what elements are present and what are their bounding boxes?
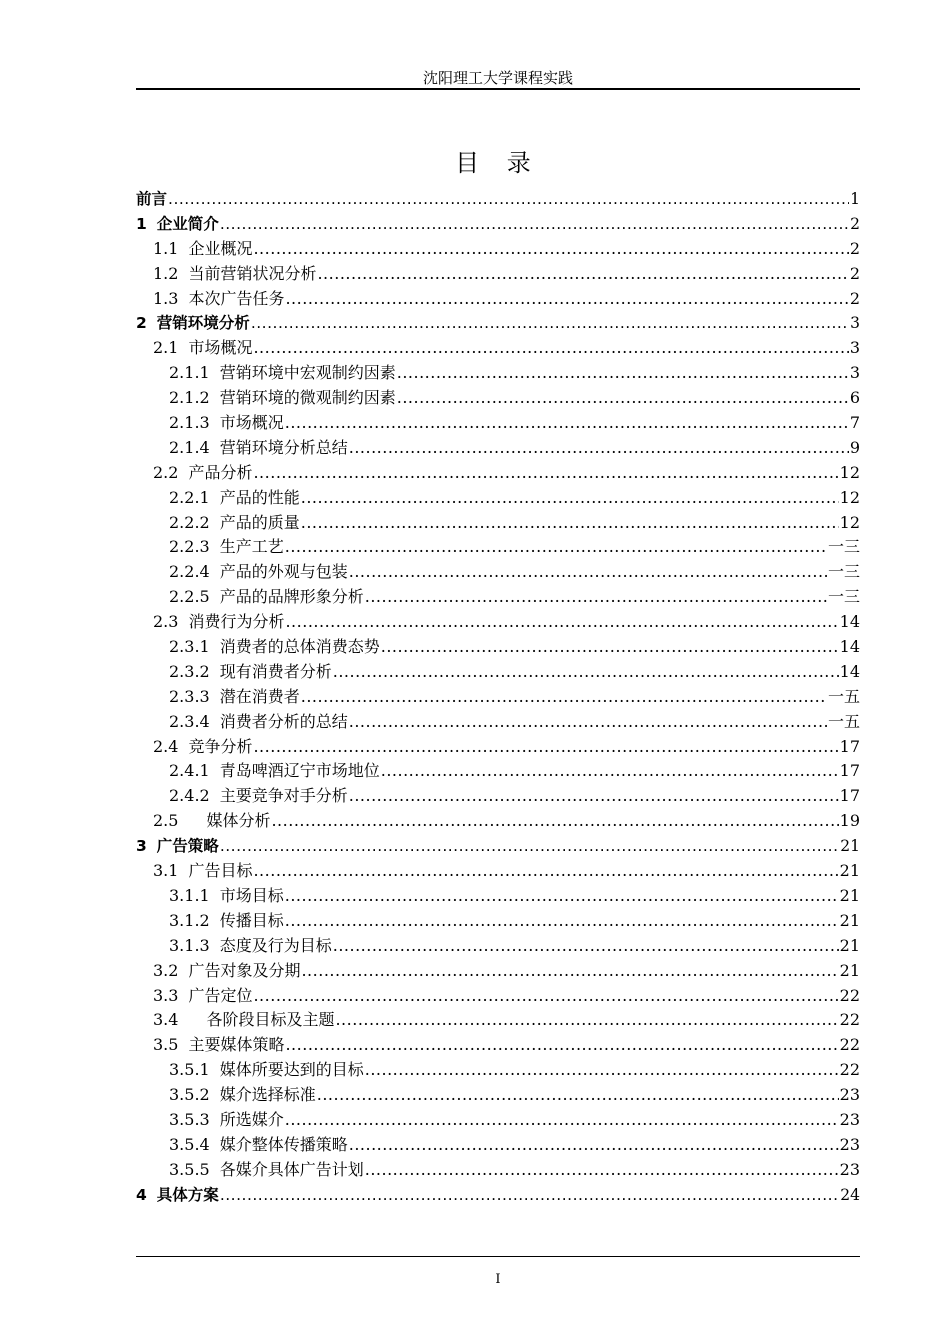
toc-entry-page: 2: [849, 238, 860, 258]
toc-entry-page: 12: [839, 487, 860, 507]
header-divider: [136, 88, 860, 90]
toc-entry-page: 21: [840, 837, 860, 856]
toc-entry-page: 14: [839, 637, 860, 657]
toc-dot-leader: [365, 1058, 839, 1083]
toc-entry-title: 消费行为分析: [188, 612, 285, 632]
toc-entry[interactable]: [136, 909, 860, 934]
toc-entry-number: 2.2.3: [169, 537, 210, 557]
toc-dot-leader: [397, 386, 849, 411]
toc-entry[interactable]: [136, 535, 860, 560]
toc-dot-leader: [349, 560, 827, 585]
toc-entry-page: 21: [839, 935, 860, 955]
toc-entry-number: 2.3: [153, 612, 179, 632]
toc-entry[interactable]: [136, 859, 860, 884]
toc-entry-number: 2.3.1: [169, 637, 210, 657]
toc-entry-page: 14: [839, 661, 860, 681]
toc-entry[interactable]: [136, 311, 860, 336]
toc-entry-title: 生产工艺: [219, 537, 284, 557]
toc-dot-leader: [381, 635, 839, 660]
toc-entry[interactable]: [136, 336, 860, 361]
toc-entry-number: 2.3.3: [169, 686, 210, 706]
toc-entry[interactable]: [136, 361, 860, 386]
table-of-contents: [136, 187, 860, 1208]
toc-entry-title: 产品分析: [188, 462, 253, 482]
toc-entry-number: 1.3: [153, 288, 179, 308]
toc-entry-page: 14: [839, 612, 860, 632]
toc-entry-title: 产品的性能: [219, 487, 300, 507]
toc-entry-number: 3.1.3: [169, 935, 210, 955]
toc-entry-title: 企业概况: [188, 238, 253, 258]
toc-entry[interactable]: [136, 287, 860, 312]
toc-entry-title: 广告对象及分期: [188, 960, 301, 980]
toc-entry-title: 企业简介: [156, 214, 219, 233]
toc-entry-page: 17: [839, 736, 860, 756]
toc-entry[interactable]: [136, 511, 860, 536]
toc-entry-title: 消费者分析的总结: [219, 711, 348, 731]
toc-dot-leader: [253, 735, 838, 760]
toc-entry-title: 媒介选择标准: [219, 1085, 316, 1105]
toc-entry-title: 产品的质量: [219, 512, 300, 532]
toc-entry[interactable]: [136, 237, 860, 262]
toc-entry-page: 21: [839, 910, 860, 930]
toc-entry[interactable]: [136, 784, 860, 809]
toc-entry-page: 9: [849, 437, 860, 457]
toc-entry-page: 22: [839, 1035, 860, 1055]
toc-entry-page: 一三: [827, 537, 860, 557]
toc-entry[interactable]: [136, 934, 860, 959]
toc-dot-leader: [317, 262, 848, 287]
toc-entry-page: 21: [839, 885, 860, 905]
toc-entry-title: 营销环境的微观制约因素: [219, 388, 396, 408]
toc-entry-number: 3.5.5: [169, 1159, 210, 1179]
toc-entry-number: 4: [136, 1185, 147, 1204]
toc-entry-title: 所选媒介: [219, 1109, 284, 1129]
toc-entry-number: 2.2: [153, 462, 179, 482]
toc-dot-leader: [285, 909, 839, 934]
toc-entry[interactable]: [136, 685, 860, 710]
toc-dot-leader: [285, 1033, 838, 1058]
toc-entry-title: 营销环境分析: [156, 314, 250, 333]
toc-dot-leader: [301, 511, 839, 536]
toc-entry[interactable]: [136, 884, 860, 909]
toc-entry-page: 21: [839, 960, 860, 980]
toc-entry[interactable]: [136, 635, 860, 660]
toc-entry-title: 潜在消费者: [219, 686, 300, 706]
toc-dot-leader: [381, 759, 839, 784]
toc-entry-page: 一五: [827, 686, 860, 706]
toc-entry-title: 当前营销状况分析: [188, 263, 317, 283]
toc-entry-title: 青岛啤酒辽宁市场地位: [219, 761, 380, 781]
toc-dot-leader: [333, 934, 839, 959]
toc-entry-title: 各媒介具体广告计划: [219, 1159, 364, 1179]
toc-dot-leader: [253, 984, 838, 1009]
toc-entry-page: 2: [849, 263, 860, 283]
page-number: I: [495, 1272, 501, 1287]
toc-entry[interactable]: [136, 984, 860, 1009]
toc-entry-number: 1: [136, 214, 147, 233]
toc-dot-leader: [253, 336, 848, 361]
toc-entry-page: 一三: [827, 562, 860, 582]
toc-entry-page: 23: [839, 1109, 860, 1129]
toc-entry-title: 具体方案: [156, 1185, 219, 1204]
toc-entry[interactable]: [136, 411, 860, 436]
toc-entry[interactable]: [136, 1033, 860, 1058]
toc-entry-page: 12: [839, 462, 860, 482]
toc-entry-page: 19: [839, 811, 860, 831]
toc-entry-page: 23: [839, 1085, 860, 1105]
toc-dot-leader: [220, 834, 839, 859]
toc-title: 目 录: [455, 149, 541, 177]
toc-dot-leader: [271, 809, 838, 834]
toc-entry-number: 2.4: [153, 736, 179, 756]
toc-entry-page: 12: [839, 512, 860, 532]
toc-entry-number: 2.2.2: [169, 512, 210, 532]
toc-dot-leader: [220, 212, 849, 237]
toc-dot-leader: [285, 610, 838, 635]
toc-entry[interactable]: [136, 809, 860, 834]
toc-entry-title: 广告定位: [188, 985, 253, 1005]
toc-entry-number: 2: [136, 314, 147, 333]
toc-dot-leader: [349, 710, 827, 735]
toc-entry[interactable]: [136, 461, 860, 486]
toc-entry[interactable]: [136, 735, 860, 760]
toc-dot-leader: [301, 685, 827, 710]
toc-entry-page: 24: [840, 1185, 860, 1204]
toc-entry-number: 3.2: [153, 960, 179, 980]
toc-entry[interactable]: [136, 834, 860, 859]
toc-dot-leader: [285, 287, 848, 312]
toc-entry-page: 2: [849, 288, 860, 308]
toc-entry[interactable]: [136, 660, 860, 685]
toc-entry[interactable]: [136, 212, 860, 237]
toc-entry-page: 3: [849, 363, 860, 383]
toc-dot-leader: [285, 1108, 839, 1133]
toc-entry-number: 2.5: [153, 811, 179, 831]
toc-entry-number: 3.5.4: [169, 1134, 210, 1154]
toc-entry-number: 2.1.3: [169, 413, 210, 433]
page-header: 沈阳理工大学课程实践: [422, 69, 573, 87]
toc-entry-page: 7: [849, 413, 860, 433]
toc-entry[interactable]: [136, 262, 860, 287]
toc-entry[interactable]: [136, 1133, 860, 1158]
toc-dot-leader: [220, 1183, 839, 1208]
toc-entry-page: 17: [839, 761, 860, 781]
toc-entry-title: 现有消费者分析: [219, 661, 332, 681]
toc-entry-number: 2.3.4: [169, 711, 210, 731]
toc-entry-title: 主要媒体策略: [188, 1035, 285, 1055]
toc-entry-title: 媒体所要达到的目标: [219, 1060, 364, 1080]
toc-dot-leader: [365, 1158, 839, 1183]
toc-entry-title: 态度及行为目标: [219, 935, 332, 955]
toc-entry-page: 2: [850, 214, 860, 233]
toc-entry[interactable]: [136, 759, 860, 784]
toc-entry[interactable]: [136, 710, 860, 735]
toc-dot-leader: [285, 884, 839, 909]
toc-entry-number: 2.2.5: [169, 587, 210, 607]
toc-entry-number: 1.1: [153, 238, 179, 258]
toc-entry-page: 3: [850, 314, 860, 333]
toc-entry-page: 21: [839, 861, 860, 881]
toc-entry-title: 竞争分析: [188, 736, 253, 756]
toc-entry-title: 市场概况: [188, 338, 253, 358]
toc-entry-number: 3.5.1: [169, 1060, 210, 1080]
toc-entry[interactable]: [136, 585, 860, 610]
toc-dot-leader: [285, 411, 849, 436]
toc-entry[interactable]: [136, 610, 860, 635]
toc-entry-page: 23: [839, 1159, 860, 1179]
toc-entry-page: 22: [839, 1060, 860, 1080]
toc-entry-number: 2.2.4: [169, 562, 210, 582]
toc-entry[interactable]: [136, 486, 860, 511]
toc-entry-number: 3.5.3: [169, 1109, 210, 1129]
toc-entry-title: 产品的外观与包装: [219, 562, 348, 582]
toc-entry-number: 3: [136, 837, 147, 856]
toc-entry-number: 3.5.2: [169, 1085, 210, 1105]
toc-entry-number: 3.1.2: [169, 910, 210, 930]
toc-dot-leader: [335, 1008, 838, 1033]
toc-entry-page: 23: [839, 1134, 860, 1154]
toc-dot-leader: [349, 436, 849, 461]
footer-divider: [136, 1256, 860, 1257]
toc-entry[interactable]: [136, 1183, 860, 1208]
toc-dot-leader: [285, 535, 827, 560]
toc-entry-title: 市场概况: [219, 413, 284, 433]
toc-entry-title: 各阶段目标及主题: [206, 1010, 335, 1030]
toc-entry-number: 3.3: [153, 985, 179, 1005]
toc-entry-number: 2.1.4: [169, 437, 210, 457]
toc-dot-leader: [253, 237, 848, 262]
toc-entry[interactable]: [136, 386, 860, 411]
toc-entry-title: 广告策略: [156, 837, 219, 856]
toc-entry-page: 1: [850, 190, 860, 208]
toc-dot-leader: [397, 361, 849, 386]
toc-entry-number: 3.4: [153, 1010, 179, 1030]
toc-entry-page: 一五: [827, 711, 860, 731]
toc-entry-number: 2.3.2: [169, 661, 210, 681]
toc-dot-leader: [301, 959, 838, 984]
toc-entry[interactable]: [136, 187, 860, 212]
toc-dot-leader: [365, 585, 827, 610]
toc-dot-leader: [317, 1083, 839, 1108]
toc-entry-title: 广告目标: [188, 861, 253, 881]
toc-entry-title: 前言: [136, 190, 168, 208]
toc-entry-number: 2.4.2: [169, 786, 210, 806]
toc-dot-leader: [333, 660, 839, 685]
toc-entry-title: 传播目标: [219, 910, 284, 930]
toc-entry-number: 3.1.1: [169, 885, 210, 905]
toc-entry[interactable]: [136, 436, 860, 461]
toc-entry-title: 媒体分析: [206, 811, 271, 831]
toc-entry-number: 2.1.2: [169, 388, 210, 408]
toc-entry-title: 媒介整体传播策略: [219, 1134, 348, 1154]
toc-entry-number: 3.1: [153, 861, 179, 881]
toc-entry-page: 17: [839, 786, 860, 806]
toc-entry-title: 消费者的总体消费态势: [219, 637, 380, 657]
toc-entry[interactable]: [136, 1008, 860, 1033]
toc-entry-title: 主要竞争对手分析: [219, 786, 348, 806]
toc-dot-leader: [301, 486, 839, 511]
toc-entry-number: 2.1.1: [169, 363, 210, 383]
toc-entry-number: 1.2: [153, 263, 179, 283]
toc-entry[interactable]: [136, 1058, 860, 1083]
toc-entry-number: 2.4.1: [169, 761, 210, 781]
toc-entry-number: 3.5: [153, 1035, 179, 1055]
toc-entry-page: 6: [849, 388, 860, 408]
toc-entry-title: 市场目标: [219, 885, 284, 905]
toc-dot-leader: [251, 311, 849, 336]
toc-entry[interactable]: [136, 560, 860, 585]
toc-entry-title: 营销环境分析总结: [219, 437, 348, 457]
toc-entry-page: 一三: [827, 587, 860, 607]
toc-entry[interactable]: [136, 1083, 860, 1108]
toc-entry-page: 22: [839, 985, 860, 1005]
toc-entry[interactable]: [136, 959, 860, 984]
toc-entry[interactable]: [136, 1158, 860, 1183]
toc-entry[interactable]: [136, 1108, 860, 1133]
toc-entry-title: 产品的品牌形象分析: [219, 587, 364, 607]
toc-entry-page: 22: [839, 1010, 860, 1030]
toc-entry-number: 2.2.1: [169, 487, 210, 507]
toc-dot-leader: [349, 784, 839, 809]
toc-entry-title: 营销环境中宏观制约因素: [219, 363, 396, 383]
toc-dot-leader: [349, 1133, 839, 1158]
toc-entry-title: 本次广告任务: [188, 288, 285, 308]
toc-dot-leader: [168, 187, 849, 212]
toc-entry-page: 3: [849, 338, 860, 358]
toc-dot-leader: [253, 859, 838, 884]
toc-entry-number: 2.1: [153, 338, 179, 358]
toc-dot-leader: [253, 461, 838, 486]
